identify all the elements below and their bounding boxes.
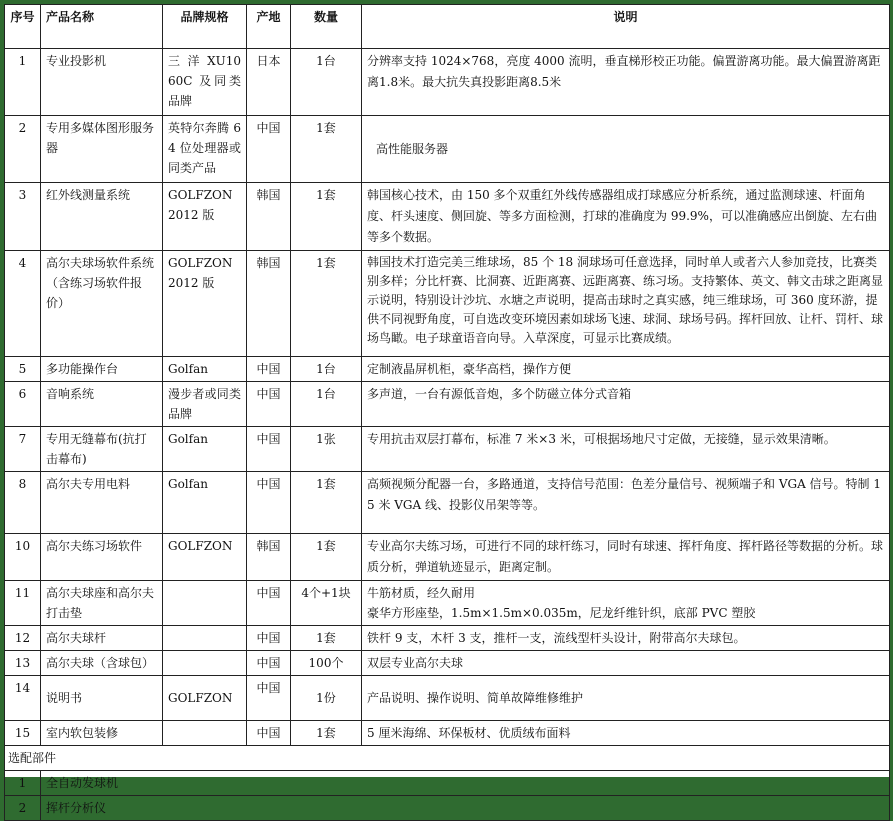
- header-name: 产品名称: [41, 5, 163, 49]
- row-brand: GOLFZON 2012 版: [163, 251, 247, 357]
- header-qty: 数量: [291, 5, 362, 49]
- table-row: [5, 251, 890, 357]
- row-qty: 1台: [291, 357, 362, 382]
- row-qty: 1套: [291, 534, 362, 581]
- header-desc: 说明: [362, 5, 890, 49]
- row-desc: 5 厘米海绵、环保板材、优质绒布面料: [362, 721, 890, 746]
- row-no: 12: [5, 626, 41, 651]
- table-row: [5, 721, 890, 746]
- table-row: [5, 676, 890, 721]
- row-qty: 1套: [291, 626, 362, 651]
- table-row: [5, 183, 890, 251]
- row-origin: 日本: [247, 49, 291, 116]
- row-brand: 英特尔奔腾 64 位处理器或同类产品: [163, 116, 247, 183]
- row-no: 13: [5, 651, 41, 676]
- row-brand: [163, 721, 247, 746]
- equipment-spec-table: [4, 4, 890, 821]
- row-brand: Golfan: [163, 357, 247, 382]
- row-desc: 铁杆 9 支，木杆 3 支，推杆一支，流线型杆头设计，附带高尔夫球包。: [362, 626, 890, 651]
- row-no: 10: [5, 534, 41, 581]
- row-brand: GOLFZON: [163, 676, 247, 721]
- row-no: 7: [5, 427, 41, 472]
- row-name: 高尔夫球杆: [41, 626, 163, 651]
- row-qty: 1套: [291, 183, 362, 251]
- row-name: 高尔夫球场软件系统（含练习场软件报价）: [41, 251, 163, 357]
- row-desc: 韩国核心技术，由 150 多个双重红外线传感器组成打球感应分析系统，通过监测球速、杆面角度、杆头速度、侧回旋、等多方面检测，打球的准确度为 99.9%，可以准确感应出倒旋、左右曲等多个数据。: [362, 183, 890, 251]
- row-origin: 中国: [247, 382, 291, 427]
- row-qty: 1套: [291, 721, 362, 746]
- optional-name: 挥杆分析仪: [41, 796, 890, 821]
- row-desc: 高频视频分配器一台，多路通道，支持信号范围：色差分量信号、视频端子和 VGA 信号。特制 15 米 VGA 线、投影仪吊架等等。: [362, 472, 890, 534]
- table-row: [5, 534, 890, 581]
- row-qty: 4个+1块: [291, 581, 362, 626]
- optional-row: [5, 771, 890, 796]
- row-name: 室内软包装修: [41, 721, 163, 746]
- row-origin: 中国: [247, 116, 291, 183]
- row-qty: 1套: [291, 472, 362, 534]
- row-origin: 中国: [247, 357, 291, 382]
- table-row: [5, 427, 890, 472]
- section-row: [5, 746, 890, 771]
- row-desc: 牛筋材质，经久耐用 豪华方形座垫，1.5m×1.5m×0.035m，尼龙纤维针织，底部 PVC 塑胶: [362, 581, 890, 626]
- row-name: 音响系统: [41, 382, 163, 427]
- optional-no: 2: [5, 796, 41, 821]
- row-desc: 高性能服务器: [362, 116, 890, 183]
- row-brand: 三 洋 XU1060C 及同类品牌: [163, 49, 247, 116]
- row-no: 2: [5, 116, 41, 183]
- row-no: 8: [5, 472, 41, 534]
- row-qty: 1套: [291, 251, 362, 357]
- row-brand: 漫步者或同类品牌: [163, 382, 247, 427]
- row-brand: GOLFZON 2012 版: [163, 183, 247, 251]
- row-name: 红外线测量系统: [41, 183, 163, 251]
- header-origin: 产地: [247, 5, 291, 49]
- section-title: 选配部件: [5, 746, 890, 771]
- row-no: 6: [5, 382, 41, 427]
- row-desc: 分辨率支持 1024×768，亮度 4000 流明，垂直梯形校正功能。偏置游离功能。最大偏置游离距离1.8米。最大抗失真投影距离8.5米: [362, 49, 890, 116]
- row-qty: 1张: [291, 427, 362, 472]
- table-row: [5, 651, 890, 676]
- row-no: 14: [5, 676, 41, 721]
- row-desc: 多声道，一台有源低音炮，多个防磁立体分式音箱: [362, 382, 890, 427]
- row-origin: 韩国: [247, 183, 291, 251]
- row-desc: 定制液晶屏机柜，豪华高档，操作方便: [362, 357, 890, 382]
- row-no: 1: [5, 49, 41, 116]
- row-brand: [163, 581, 247, 626]
- row-no: 4: [5, 251, 41, 357]
- row-brand: GOLFZON: [163, 534, 247, 581]
- row-desc: 专用抗击双层打幕布，标准 7 米×3 米，可根据场地尺寸定做，无接缝，显示效果清晰。: [362, 427, 890, 472]
- row-name: 专用多媒体图形服务器: [41, 116, 163, 183]
- row-origin: 中国: [247, 676, 291, 721]
- row-name: 说明书: [41, 676, 163, 721]
- row-origin: 中国: [247, 581, 291, 626]
- table-row: [5, 116, 890, 183]
- row-origin: 中国: [247, 427, 291, 472]
- spec-table-frame: [4, 4, 889, 815]
- row-origin: 韩国: [247, 251, 291, 357]
- row-qty: 1台: [291, 49, 362, 116]
- row-no: 3: [5, 183, 41, 251]
- row-desc: 韩国技术打造完美三维球场，85 个 18 洞球场可任意选择，同时单人或者六人参加竞技，比赛类别多样；分比杆赛、比洞赛、近距离赛、远距离赛、练习场。支持繁体、英文、韩文击球之距离显示说明，特别设计沙坑、水塘之声说明，提高击球时之真实感，纯三维球场，可 360 度环游，提供不同视野角度，可自选改变环境因素如球场飞速、球洞、球场号码。挥杆回放、让杆、罚杆、球场鸟瞰。电子球童语音向导。入草深度，可显示比赛成绩。: [362, 251, 890, 357]
- row-origin: 中国: [247, 626, 291, 651]
- optional-name: 全自动发球机: [41, 771, 890, 796]
- row-name: 专用无缝幕布(抗打击幕布): [41, 427, 163, 472]
- row-qty: 1套: [291, 116, 362, 183]
- row-name: 专业投影机: [41, 49, 163, 116]
- row-name: 多功能操作台: [41, 357, 163, 382]
- header-brand: 品牌规格: [163, 5, 247, 49]
- row-name: 高尔夫专用电料: [41, 472, 163, 534]
- row-name: 高尔夫练习场软件: [41, 534, 163, 581]
- table-row: [5, 357, 890, 382]
- row-origin: 中国: [247, 651, 291, 676]
- row-no: 11: [5, 581, 41, 626]
- row-desc: 产品说明、操作说明、简单故障维修维护: [362, 676, 890, 721]
- row-no: 5: [5, 357, 41, 382]
- row-qty: 100个: [291, 651, 362, 676]
- optional-row: [5, 796, 890, 821]
- header-no: 序号: [5, 5, 41, 49]
- row-name: 高尔夫球座和高尔夫打击垫: [41, 581, 163, 626]
- row-qty: 1份: [291, 676, 362, 721]
- row-origin: 中国: [247, 721, 291, 746]
- table-row: [5, 382, 890, 427]
- row-desc: 专业高尔夫练习场，可进行不同的球杆练习，同时有球速、挥杆角度、挥杆路径等数据的分析。球质分析，弹道轨迹显示，距离定制。: [362, 534, 890, 581]
- row-origin: 韩国: [247, 534, 291, 581]
- optional-no: 1: [5, 771, 41, 796]
- row-no: 15: [5, 721, 41, 746]
- row-brand: [163, 651, 247, 676]
- table-row: [5, 581, 890, 626]
- table-row: [5, 49, 890, 116]
- row-qty: 1台: [291, 382, 362, 427]
- row-brand: Golfan: [163, 472, 247, 534]
- row-desc: 双层专业高尔夫球: [362, 651, 890, 676]
- row-brand: [163, 626, 247, 651]
- row-name: 高尔夫球（含球包）: [41, 651, 163, 676]
- header-row: [5, 5, 890, 49]
- row-brand: Golfan: [163, 427, 247, 472]
- row-origin: 中国: [247, 472, 291, 534]
- table-row: [5, 626, 890, 651]
- table-row: [5, 472, 890, 534]
